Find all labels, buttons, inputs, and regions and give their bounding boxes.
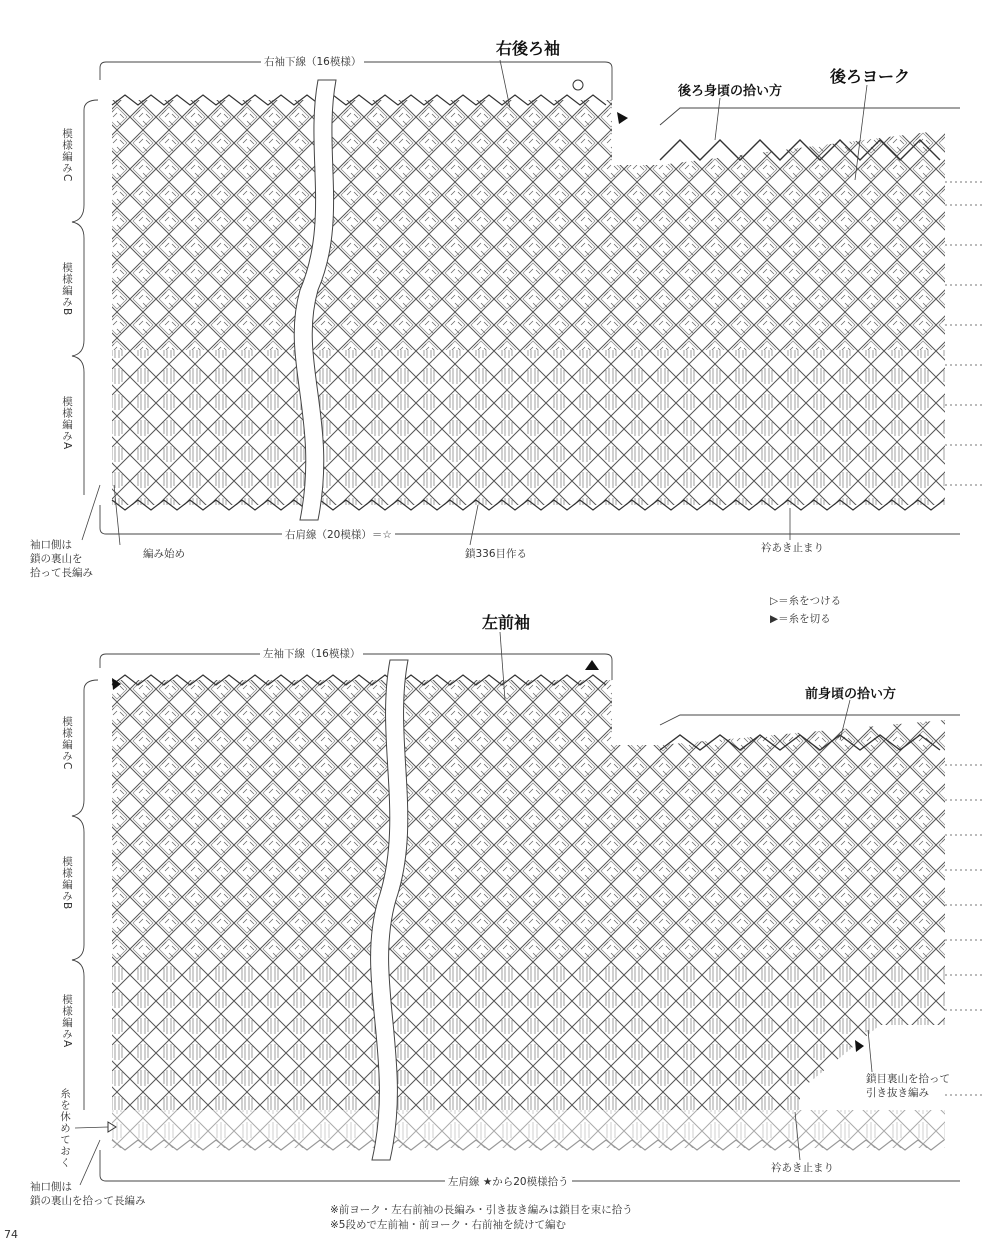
top-pickup-pointer <box>715 98 720 140</box>
bottom-sleeve-body <box>112 680 945 960</box>
bottom-rest-pointer <box>75 1127 108 1128</box>
bottom-cuff-pointer <box>80 1140 100 1185</box>
top-attach-marker <box>573 80 583 90</box>
page-number: 74 <box>4 1228 18 1241</box>
top-chain-start-label: 鎖336目作る <box>462 546 530 561</box>
bottom-shoulder-line-label: 左肩線 ★から20模様拾う <box>445 1174 572 1189</box>
bottom-first-row-area <box>112 1110 945 1148</box>
legend-attach <box>770 594 841 608</box>
bottom-pickup-title: 前身頃の拾い方 <box>805 687 897 702</box>
top-brace-left <box>72 100 98 495</box>
bottom-pattern-a-label: 模様編みA <box>61 994 73 1049</box>
bottom-pattern-b-label: 模様編みB <box>61 856 73 911</box>
cut-text: ＝糸を切る <box>778 613 831 625</box>
bottom-neck-stop-label: 衿あき止まり <box>768 1160 837 1175</box>
top-sleeve-line-label: 右袖下線（16模様） <box>261 54 364 69</box>
top-pattern-b-label: 模様編みB <box>61 262 73 317</box>
bottom-slip-note: 鎖目裏山を拾って 引き抜き編み <box>866 1073 950 1099</box>
top-title: 右後ろ袖 <box>496 39 561 58</box>
top-pattern-a-label: 模様編みA <box>61 396 73 451</box>
top-pickup-title: 後ろ身頃の拾い方 <box>678 84 783 99</box>
top-cuff-note: 袖口側は 鎖の裏山を 拾って長編み <box>30 539 93 579</box>
bottom-cut-marker-top <box>585 660 599 670</box>
bottom-sleeve-line-label: 左袖下線（16模様） <box>260 646 363 661</box>
cut-symbol: ▶ <box>770 613 779 625</box>
top-chain-pointer <box>470 505 478 545</box>
footnote-1: ※前ヨーク・左右前袖の長編み・引き抜き編みは鎖目を束に拾う <box>330 1204 633 1216</box>
attach-text: ＝糸をつける <box>778 595 842 607</box>
footnote-2: ※5段めで左前袖・前ヨーク・右前袖を続けて編む <box>330 1219 566 1231</box>
top-dotted-lines <box>945 182 985 485</box>
top-sleeve-body <box>112 100 945 350</box>
top-neck-stop-label: 衿あき止まり <box>758 540 827 555</box>
bottom-title: 左前袖 <box>482 613 531 632</box>
bottom-chart <box>72 632 985 1185</box>
top-pattern-c-label: 模様編みC <box>61 128 73 183</box>
bottom-pattern-a-area <box>112 960 945 1110</box>
bottom-pattern-c-label: 模様編みC <box>61 716 73 771</box>
bottom-cuff-note: 袖口側は 鎖の裏山を拾って長編み <box>30 1181 146 1207</box>
bottom-dotted-lines <box>945 765 985 1095</box>
bottom-cut-marker-right <box>855 1040 864 1052</box>
bottom-rest-yarn-label: 糸を休めておく <box>59 1088 71 1169</box>
top-yoke-bracket <box>660 108 960 125</box>
top-shoulder-line-label: 右肩線（20模様）＝☆ <box>282 527 395 542</box>
attach-symbol: ▷ <box>770 595 779 607</box>
top-cut-marker <box>617 112 628 124</box>
legend-cut <box>770 612 831 626</box>
top-start-label: 編み始め <box>140 546 188 561</box>
top-pattern-a-area <box>112 350 945 505</box>
bottom-brace-left <box>72 680 98 1110</box>
bottom-slip-pointer <box>868 1030 872 1072</box>
top-yoke-title: 後ろヨーク <box>830 67 911 86</box>
top-cuff-pointer <box>82 485 100 540</box>
top-chart <box>72 60 985 545</box>
